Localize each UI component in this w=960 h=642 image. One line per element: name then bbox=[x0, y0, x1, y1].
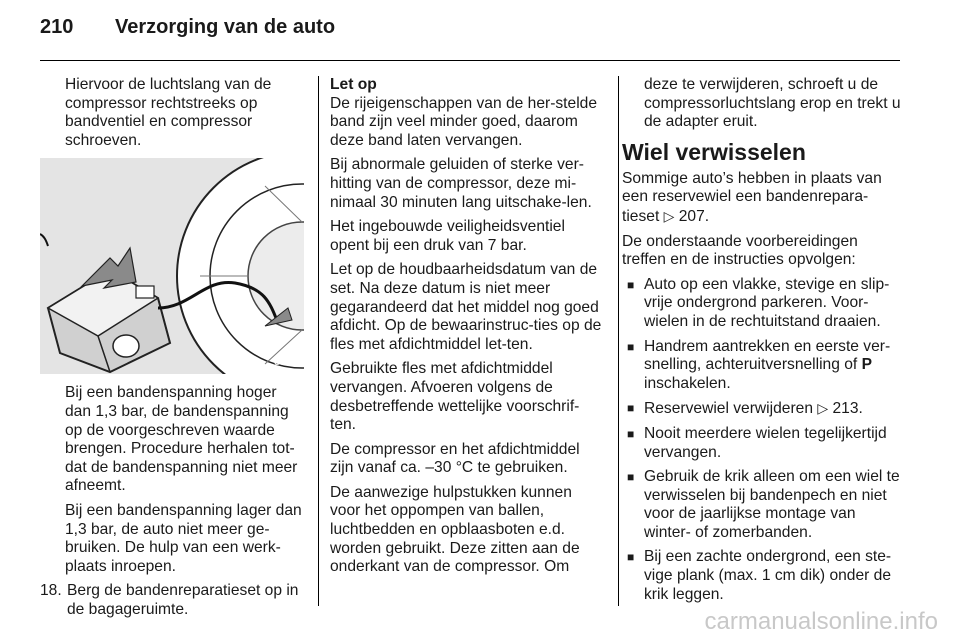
low-pressure-paragraph: Bij een bandenspanning lager dan 1,3 bar, de auto niet meer ge-bruiken. De hulp van een werk-plaats inroepen. bbox=[65, 501, 302, 575]
page-ref-arrow-icon: ▷ bbox=[817, 400, 829, 417]
caution-note bbox=[330, 76, 605, 150]
page-ref-link[interactable]: 207. bbox=[678, 207, 710, 225]
page-ref-arrow-icon: ▷ bbox=[663, 207, 675, 224]
step-text: Berg de bandenreparatieset op in de bagageruimte. bbox=[67, 582, 299, 618]
page-number: 210 bbox=[40, 16, 74, 38]
continued-paragraph bbox=[622, 76, 904, 132]
list-item-text: Reservewiel verwijderen bbox=[644, 400, 813, 418]
section-intro bbox=[622, 170, 904, 227]
column-divider-1 bbox=[318, 76, 319, 606]
step-number: 18. bbox=[40, 582, 62, 600]
column-1 bbox=[40, 76, 304, 626]
continued-text: deze te verwijderen, schroeft u de compressorluchtslang erop en trekt u de adapter eruit. bbox=[644, 76, 901, 131]
compressor-illustration bbox=[40, 158, 304, 374]
section-intro-text: Sommige auto’s hebben in plaats van een reservewiel een bandenrepara-tieset bbox=[622, 169, 882, 225]
caution-text: De rijeigenschappen van de her-stelde band zijn veel minder goed, daarom deze band laten vervangen. bbox=[330, 94, 597, 149]
expiry-paragraph: Let op de houdbaarheidsdatum van de set. Na deze datum is niet meer gegarandeerd dat het middel nog goed afdicht. Op de bewaarinstruc-ties op de fles met afdichtmiddel let-ten. bbox=[330, 261, 602, 353]
gear-p-key: P bbox=[861, 356, 872, 374]
temperature-paragraph: De compressor en het afdichtmiddel zijn vanaf ca. –30 °C te gebruiken. bbox=[330, 440, 580, 477]
preparation-paragraph: De onderstaande voorbereidingen treffen en de instructies opvolgen: bbox=[622, 232, 858, 269]
watermark: carmanualsonline.info bbox=[704, 608, 938, 635]
column-divider-2 bbox=[618, 76, 619, 606]
valve-paragraph: Het ingebouwde veiligheidsventiel opent bij een druk van 7 bar. bbox=[330, 218, 565, 254]
list-item: ■ Bij een zachte ondergrond, een ste-vige plank (max. 1 cm dik) onder de krik leggen. bbox=[622, 548, 904, 604]
instruction-list bbox=[622, 276, 904, 605]
accessories-paragraph: De aanwezige hulpstukken kunnen voor het oppompen van ballen, luchtbedden en opblaasboten e.d. worden gebruikt. Deze zitten aan de onderkant van de compressor. Om bbox=[330, 483, 580, 576]
noise-paragraph: Bij abnormale geluiden of sterke ver-hitting van de compressor, deze mi-nimaal 30 minuten lang uitschake-len. bbox=[330, 156, 592, 211]
list-item: ■ Gebruik de krik alleen om een wiel te verwisselen bij bandenpech en niet voor de jaarlijkse montage van winter- of zomerbanden. bbox=[622, 468, 904, 542]
caution-title: Let op bbox=[330, 76, 377, 93]
page-title: Verzorging van de auto bbox=[115, 16, 336, 38]
list-item: ■ Auto op een vlakke, stevige en slip-vrije ondergrond parkeren. Voor-wielen in de rechtuitstand draaien. bbox=[622, 276, 904, 332]
header-divider bbox=[40, 60, 900, 61]
compressor-drawing bbox=[40, 158, 304, 374]
figure-code: 30062 bbox=[274, 356, 302, 368]
list-item-text-end: inschakelen. bbox=[644, 374, 731, 392]
column-3 bbox=[622, 76, 904, 610]
high-pressure-paragraph: Bij een bandenspanning hoger dan 1,3 bar, de bandenspanning op de voorgeschreven waarde brengen. Procedure herhalen tot-dat de bandenspanning niet meer afneemt. bbox=[65, 384, 298, 495]
intro-paragraph: Hiervoor de luchtslang van de compressor rechtstreeks op bandventiel en compressor schroeven. bbox=[65, 76, 272, 149]
list-item-text: Handrem aantrekken en eerste ver-snelling, achteruitversnelling of bbox=[644, 337, 891, 374]
list-item bbox=[622, 338, 904, 394]
section-heading: Wiel verwisselen bbox=[622, 138, 806, 165]
page-ref-link[interactable]: 213. bbox=[832, 400, 863, 418]
disposal-paragraph: Gebruikte fles met afdichtmiddel vervangen. Afvoeren volgens de desbetreffende wettelijke voorschrif-ten. bbox=[330, 360, 580, 434]
list-item: ■ Nooit meerdere wielen tegelijkertijd vervangen. bbox=[622, 425, 904, 462]
step-18 bbox=[40, 582, 304, 619]
list-item bbox=[622, 399, 904, 419]
page-header bbox=[40, 14, 900, 50]
column-2 bbox=[330, 76, 605, 583]
